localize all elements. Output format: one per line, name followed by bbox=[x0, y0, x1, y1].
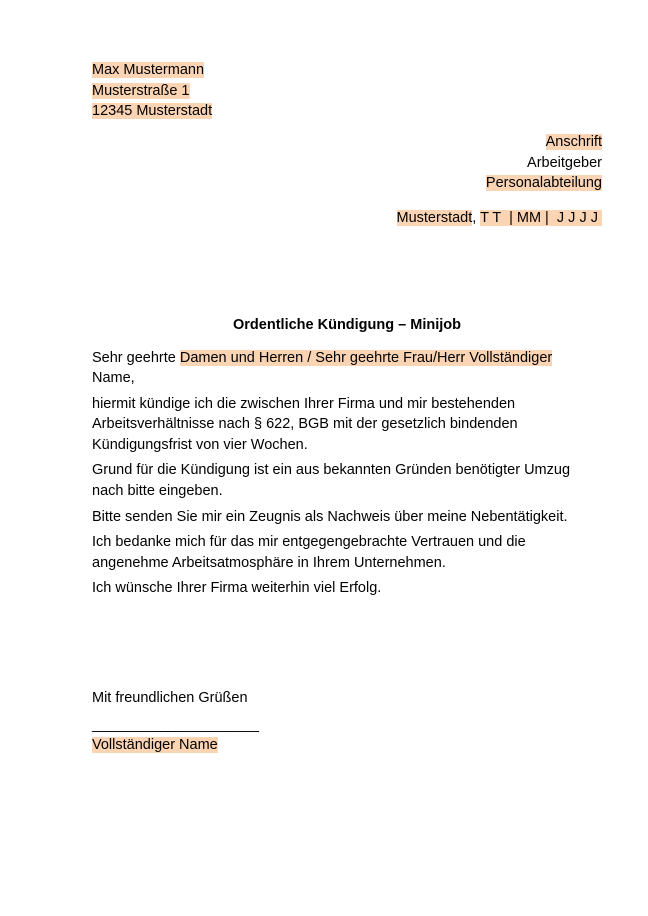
signature-name: Vollständiger Name bbox=[92, 737, 218, 753]
signature-line: ______________________ bbox=[92, 717, 259, 733]
body-paragraph: Ich bedanke mich für das mir entgegengebrachte Vertrauen und die angenehme Arbeitsatmosphäre in Ihrem Unternehmen. bbox=[92, 534, 526, 571]
body-paragraph: Bitte senden Sie mir ein Zeugnis als Nachweis über meine Nebentätigkeit. bbox=[92, 508, 568, 525]
date-placeholder: T T | MM | J J J J bbox=[480, 210, 602, 226]
recipient-company: Arbeitgeber bbox=[527, 154, 602, 171]
sender-name: Max Mustermann bbox=[92, 62, 205, 78]
date-line bbox=[397, 208, 602, 229]
signature-name-block bbox=[92, 735, 218, 756]
body-paragraph: Ich wünsche Ihrer Firma weiterhin viel Erfolg. bbox=[92, 580, 382, 597]
recipient-address-placeholder: Anschrift bbox=[545, 134, 602, 150]
salutation-prefix: Sehr geehrte bbox=[92, 350, 180, 366]
body-paragraph: hiermit kündige ich die zwischen Ihrer Firma und mir bestehenden Arbeitsverhältnisse nach § 622, BGB mit der gesetzlich bindenden Kündigungsfrist von vier Wochen. bbox=[92, 396, 518, 453]
date-place: Musterstadt bbox=[396, 210, 473, 226]
recipient-department: Personalabteilung bbox=[485, 175, 602, 191]
salutation-title-placeholder: Damen und Herren / Sehr geehrte Frau/Herr bbox=[179, 350, 470, 366]
recipient-address bbox=[486, 132, 602, 194]
salutation-name-placeholder: Vollständiger bbox=[469, 350, 553, 366]
sender-street: Musterstraße 1 bbox=[92, 82, 190, 99]
closing-greeting: Mit freundlichen Grüßen bbox=[92, 690, 248, 706]
letter-body bbox=[92, 348, 604, 604]
date-separator: , bbox=[472, 210, 481, 226]
salutation bbox=[92, 348, 604, 389]
sender-address bbox=[92, 60, 212, 122]
letter-subject: Ordentliche Kündigung – Minijob bbox=[233, 317, 461, 333]
salutation-name-continuation: Name, bbox=[92, 370, 135, 387]
sender-city: 12345 Musterstadt bbox=[92, 103, 213, 119]
body-paragraph: Grund für die Kündigung ist ein aus bekannten Gründen benötigter Umzug nach bitte eingeben. bbox=[92, 462, 571, 499]
